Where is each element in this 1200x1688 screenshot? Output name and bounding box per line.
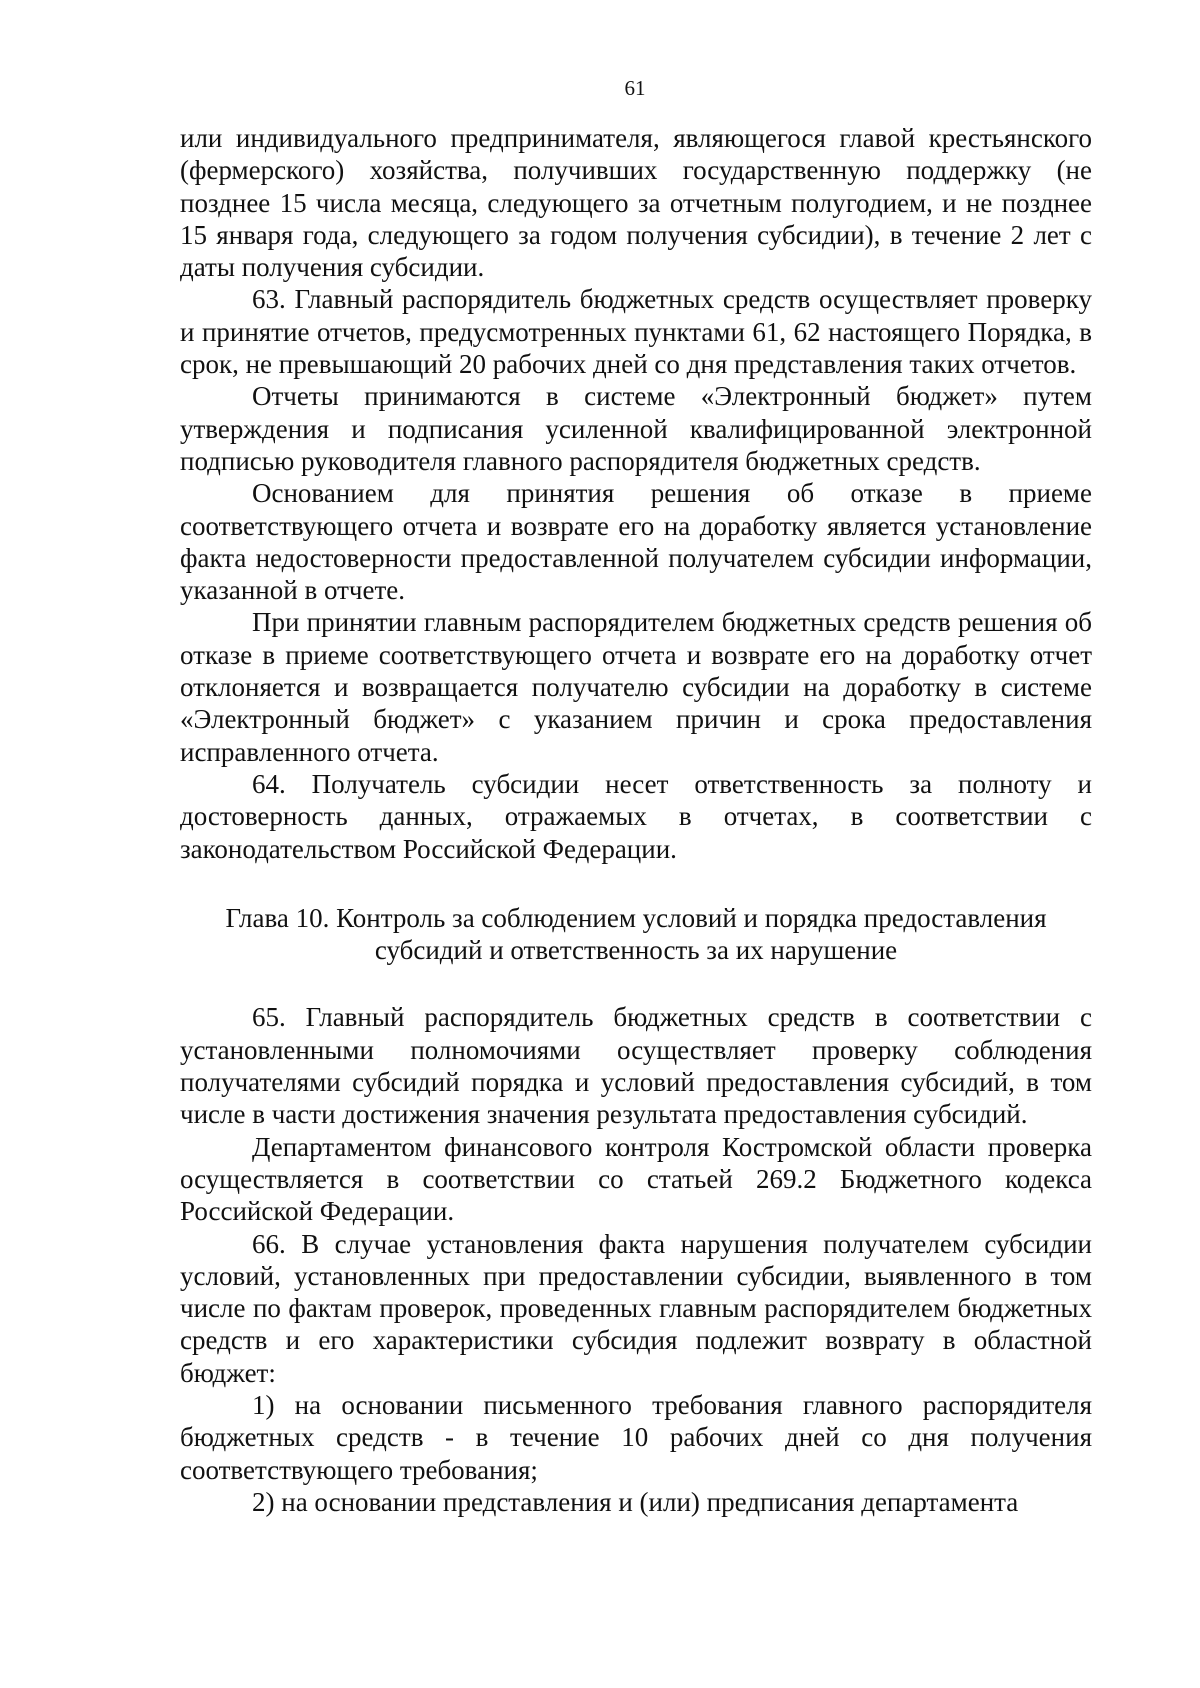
paragraph-65: 65. Главный распорядитель бюджетных средств в соответствии с установленными полномочиями осуществляет проверку соблюдения получателями субсидий порядка и условий предоставления субсидий, в том числе в части достижения значения результата предоставления субсидий. [180, 1002, 1092, 1130]
paragraph-continuation: или индивидуального предпринимателя, являющегося главой крестьянского (фермерского) хозяйства, получивших государственную поддержку (не позднее 15 числа месяца, следующего за отчетным полугодием, и не позднее 15 января года, следующего за годом получения субсидии), в течение 2 лет с даты получения субсидии. [180, 123, 1092, 283]
paragraph-66-item-2: 2) на основании представления и (или) предписания департамента [252, 1486, 1019, 1517]
paragraph-63-refusal-grounds: Основанием для принятия решения об отказе в приеме соответствующего отчета и возврате его на доработку является установление факта недостоверности предоставленной получателем субсидии информации, указанной в отчете. [180, 478, 1092, 606]
paragraph-63-refusal-procedure: При принятии главным распорядителем бюджетных средств решения об отказе в приеме соответствующего отчета и возврате его на доработку отчет отклоняется и возвращается получателю субсидии на доработку в системе «Электронный бюджет» с указанием причин и срока предоставления исправленного отчета. [180, 607, 1092, 767]
document-body [180, 122, 1092, 1518]
paragraph-63: 63. Главный распорядитель бюджетных средств осуществляет проверку и принятие отчетов, предусмотренных пунктами 61, 62 настоящего Порядка, в срок, не превышающий 20 рабочих дней со дня представления таких отчетов. [180, 284, 1092, 380]
paragraph-66-item-1: 1) на основании письменного требования главного распорядителя бюджетных средств - в течение 10 рабочих дней со дня получения соответствующего требования; [180, 1389, 1092, 1485]
chapter-heading [180, 902, 1092, 967]
page-number: 61 [624, 76, 646, 100]
paragraph-66: 66. В случае установления факта нарушения получателем субсидии условий, установленных при предоставлении субсидии, выявленного в том числе по фактам проверок, проведенных главным распорядителем бюджетных средств и его характеристики субсидия подлежит возврату в областной бюджет: [180, 1228, 1092, 1388]
chapter-heading-line-2: субсидий и ответственность за их нарушение [374, 935, 898, 966]
chapter-heading-line-1: Глава 10. Контроль за соблюдением условий и порядка предоставления [225, 902, 1047, 933]
paragraph-65-financial-control: Департаментом финансового контроля Костромской области проверка осуществляется в соответствии со статьей 269.2 Бюджетного кодекса Российской Федерации. [180, 1131, 1092, 1227]
paragraph-64: 64. Получатель субсидии несет ответственность за полноту и достоверность данных, отражаемых в отчетах, в соответствии с законодательством Российской Федерации. [180, 768, 1092, 864]
paragraph-63-reports-acceptance: Отчеты принимаются в системе «Электронный бюджет» путем утверждения и подписания усиленной квалифицированной электронной подписью руководителя главного распорядителя бюджетных средств. [180, 381, 1092, 476]
